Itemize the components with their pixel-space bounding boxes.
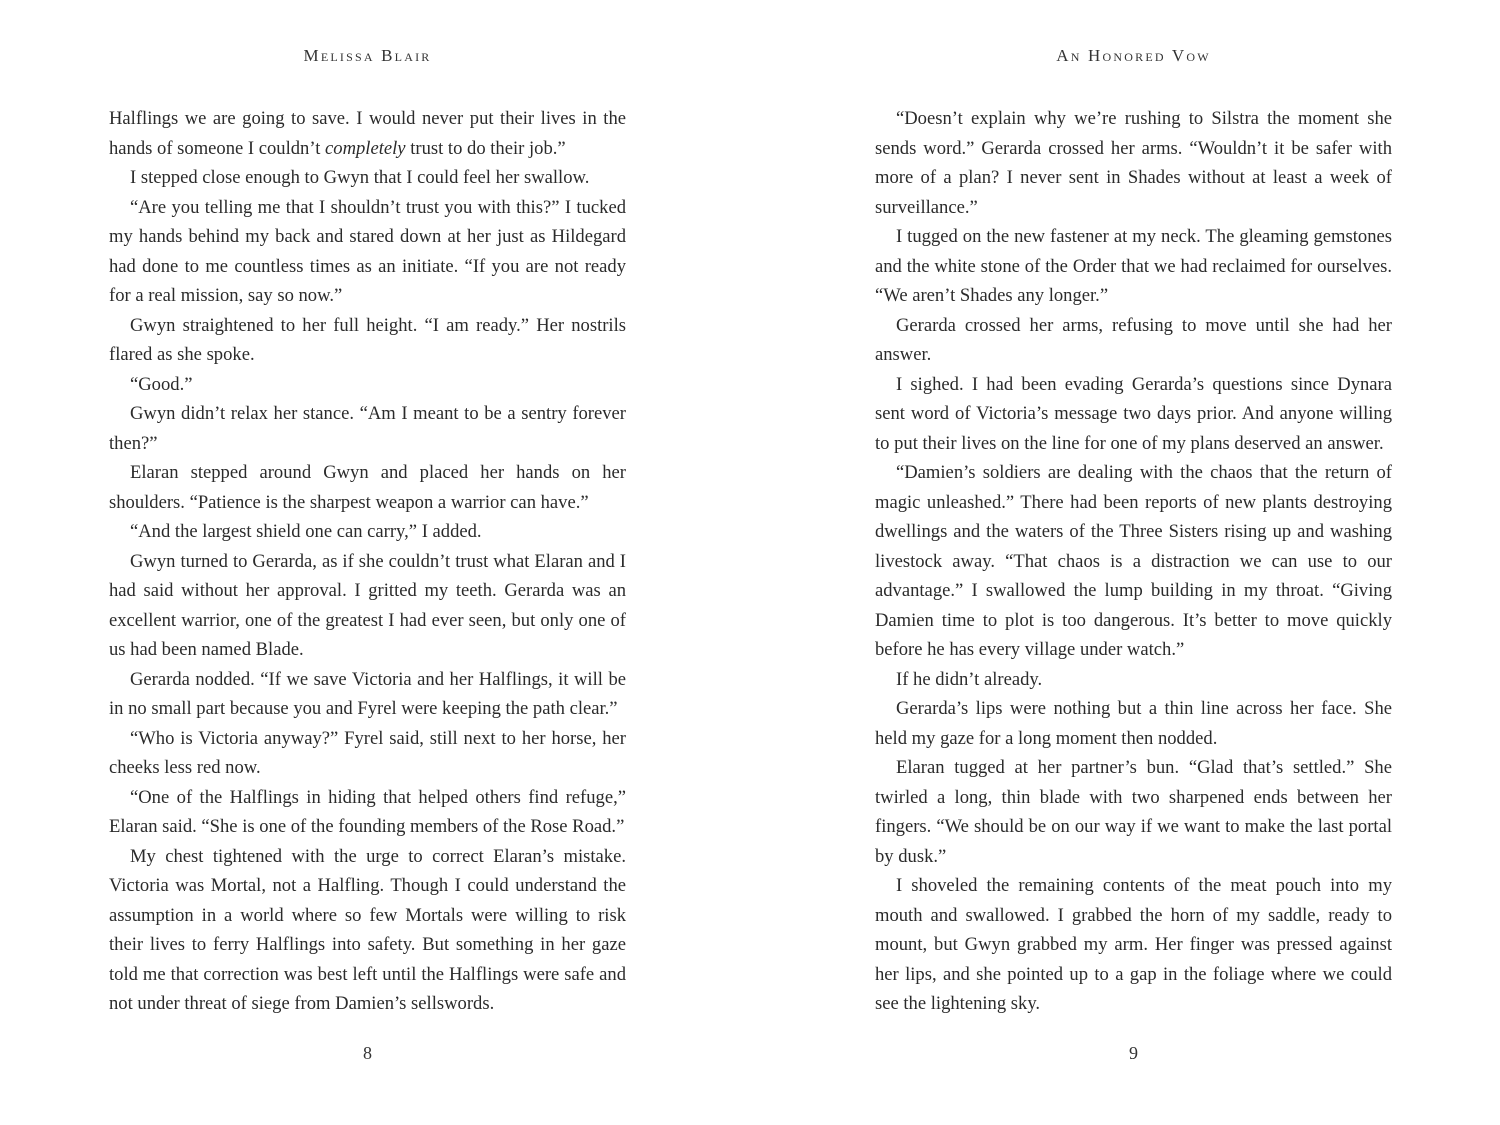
running-head-author: Melissa Blair	[303, 46, 432, 65]
paragraph: “Good.”	[130, 373, 193, 395]
paragraph: “And the largest shield one can carry,” I added.	[130, 521, 482, 542]
paragraph: I tugged on the new fastener at my neck. The gleaming gemstones and the white stone of the Order that we had reclaimed for ourselves. “We aren’t Shades any longer.”	[875, 226, 1392, 306]
paragraph: Gerarda nodded. “If we save Victoria and her Halflings, it will be in no small part because you and Fyrel were keeping the path clear.”	[109, 668, 626, 719]
paragraph: I shoveled the remaining contents of the meat pouch into my mouth and swallowed. I grabbed the horn of my saddle, ready to mount, but Gwyn grabbed my arm. Her finger was pressed against her lips, and she pointed up to a gap in the foliage where we could see the lightening sky.	[875, 875, 1392, 1014]
paragraph	[109, 104, 626, 163]
paragraph-text: Halflings we are going to save. I would never put their lives in the hands of someone I couldn’t	[109, 108, 626, 159]
paragraph: Elaran stepped around Gwyn and placed her hands on her shoulders. “Patience is the sharpest weapon a warrior can have.”	[109, 462, 626, 513]
running-head-title: An Honored Vow	[1056, 46, 1211, 65]
right-page	[875, 0, 1392, 1125]
page-number: 9	[1129, 1043, 1138, 1063]
page-number: 8	[363, 1043, 372, 1063]
paragraph: “Doesn’t explain why we’re rushing to Silstra the moment she sends word.” Gerarda crossed her arms. “Wouldn’t it be safer with more of a plan? I never sent in Shades without at least a week of surveillance.”	[875, 108, 1392, 218]
paragraph: Gwyn didn’t relax her stance. “Am I meant to be a sentry forever then?”	[109, 403, 626, 454]
paragraph: Elaran tugged at her partner’s bun. “Glad that’s settled.” She twirled a long, thin blade with two sharpened ends between her fingers. “We should be on our way if we want to make the last portal by dusk.”	[875, 757, 1392, 867]
paragraph: “One of the Halflings in hiding that helped others find refuge,” Elaran said. “She is one of the founding members of the Rose Road.”	[109, 786, 626, 837]
paragraph: My chest tightened with the urge to correct Elaran’s mistake. Victoria was Mortal, not a Halfling. Though I could understand the assumption in a world where so few Mortals were willing to risk their lives to ferry Halflings into safety. But something in her gaze told me that correction was best left until the Halflings were safe and not under threat of siege from Damien’s sellswords.	[109, 845, 626, 1014]
paragraph: “Who is Victoria anyway?” Fyrel said, still next to her horse, her cheeks less red now.	[109, 727, 626, 778]
paragraph: Gwyn straightened to her full height. “I am ready.” Her nostrils flared as she spoke.	[109, 314, 626, 365]
paragraph: “Are you telling me that I shouldn’t trust you with this?” I tucked my hands behind my back and stared down at her just as Hildegard had done to me countless times as an initiate. “If you are not ready for a real mission, say so now.”	[109, 196, 626, 306]
left-page	[109, 0, 626, 1125]
paragraph: I sighed. I had been evading Gerarda’s questions since Dynara sent word of Victoria’s message two days prior. And anyone willing to put their lives on the line for one of my plans deserved an answer.	[875, 373, 1392, 454]
paragraph: Gwyn turned to Gerarda, as if she couldn’t trust what Elaran and I had said without her approval. I gritted my teeth. Gerarda was an excellent warrior, one of the greatest I had ever seen, but only one of us had been named Blade.	[109, 550, 626, 660]
italic-text: completely	[325, 137, 406, 159]
paragraph-text: trust to do their job.”	[405, 137, 566, 159]
paragraph: Gerarda’s lips were nothing but a thin line across her face. She held my gaze for a long moment then nodded.	[875, 698, 1392, 749]
paragraph: If he didn’t already.	[896, 668, 1043, 690]
right-page-body	[875, 104, 1392, 1019]
paragraph: I stepped close enough to Gwyn that I could feel her swallow.	[130, 167, 590, 188]
left-page-body	[109, 104, 626, 1019]
paragraph: “Damien’s soldiers are dealing with the chaos that the return of magic unleashed.” There had been reports of new plants destroying dwellings and the waters of the Three Sisters rising up and washing livestock away. “That chaos is a distraction we can use to our advantage.” I swallowed the lump building in my throat. “Giving Damien time to plot is too dangerous. It’s better to move quickly before he has every village under watch.”	[875, 462, 1392, 660]
paragraph: Gerarda crossed her arms, refusing to move until she had her answer.	[875, 314, 1392, 365]
